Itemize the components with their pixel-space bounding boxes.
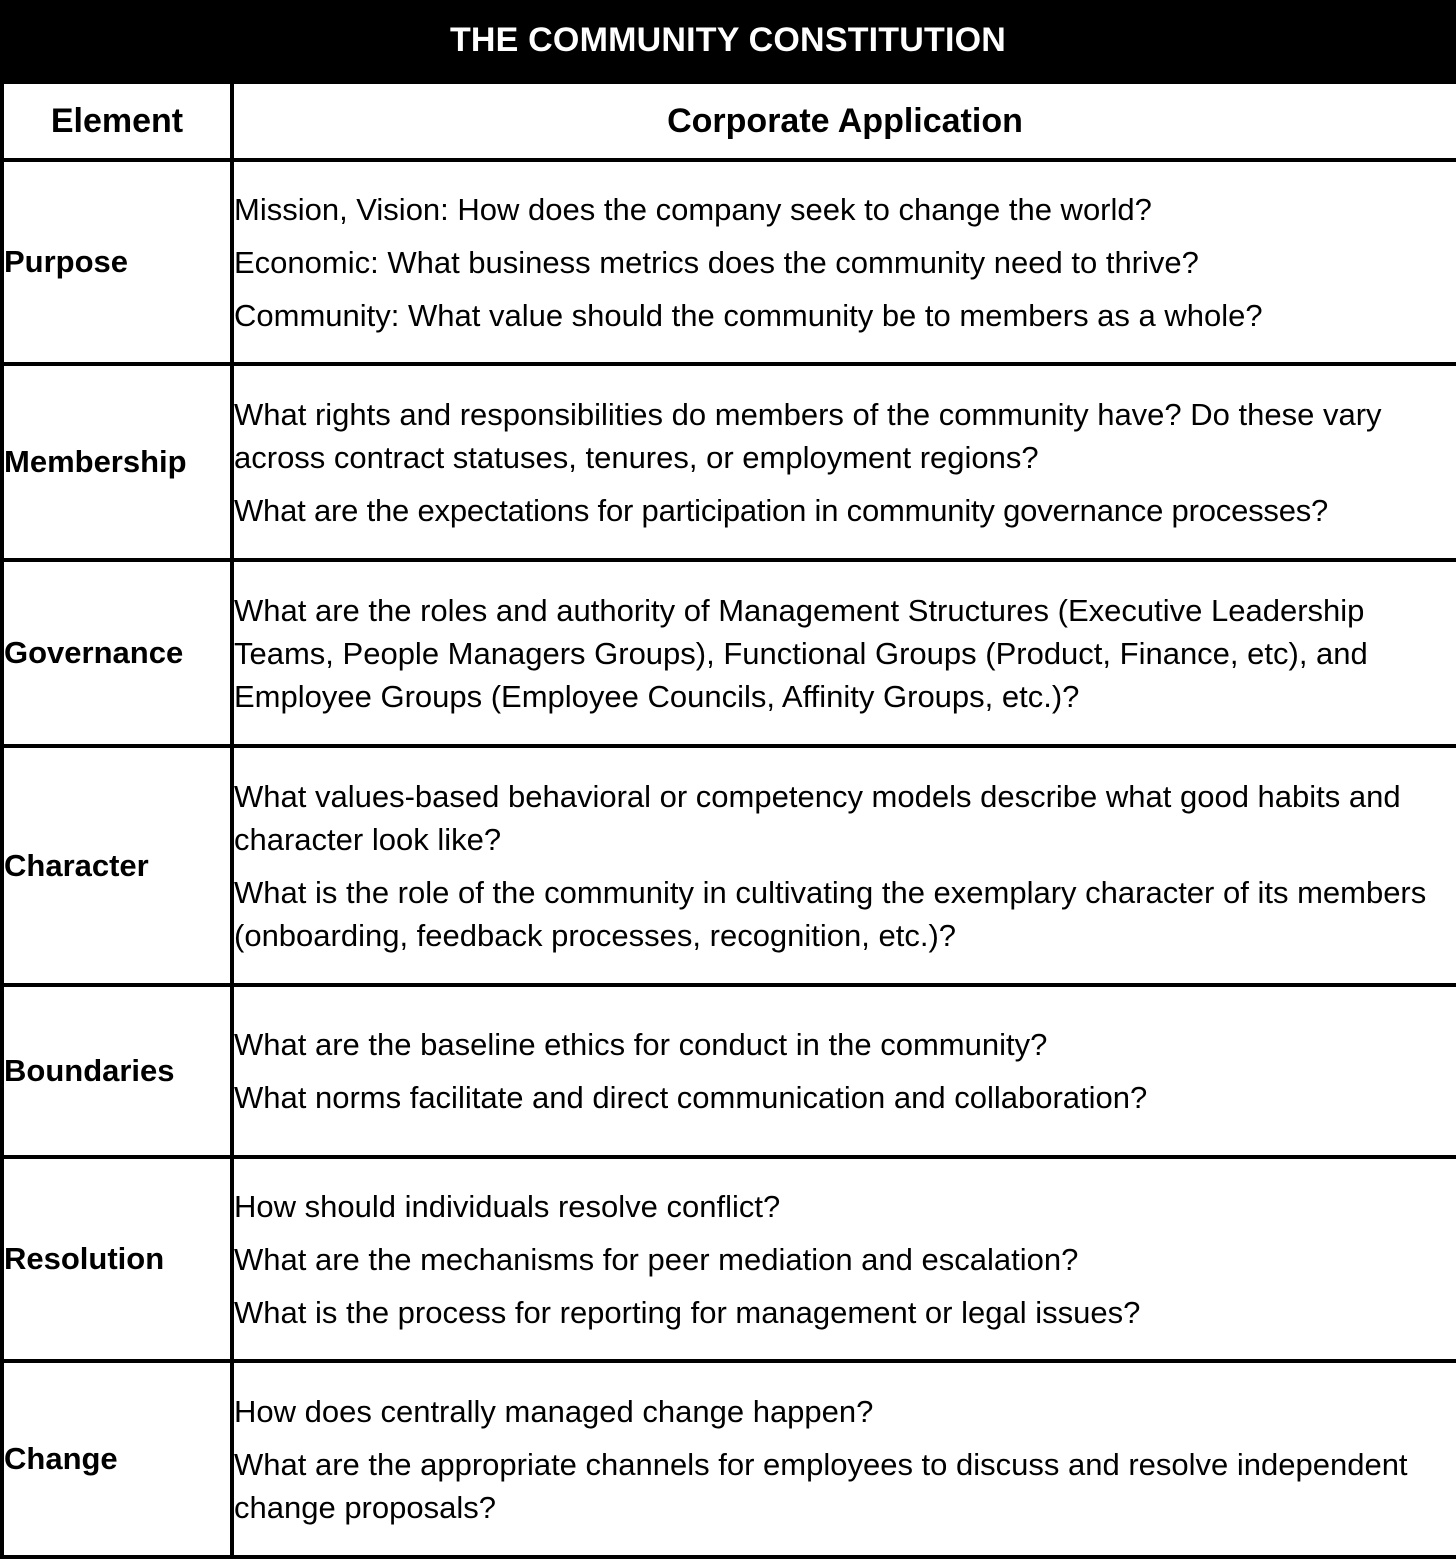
table-row-membership — [2, 364, 1456, 560]
table-row-change — [2, 1361, 1456, 1557]
application-line: What is the role of the community in cultivating the exemplary character of its members (onboarding, feedback processes, recognition, etc.)? — [234, 874, 1427, 953]
element-cell: Purpose — [2, 160, 232, 364]
table-row-resolution — [2, 1157, 1456, 1361]
application-line: Mission, Vision: How does the company seek to change the world? — [234, 191, 1152, 227]
element-cell: Resolution — [2, 1157, 232, 1361]
table-row-governance — [2, 560, 1456, 746]
application-line: What are the roles and authority of Management Structures (Executive Leadership Teams, People Managers Groups), Functional Groups (Product, Finance, etc), and Employee Groups (Employee Councils, Affinity Groups, etc.)? — [234, 592, 1368, 714]
element-cell: Membership — [2, 364, 232, 560]
application-line: What rights and responsibilities do members of the community have? Do these vary across contract statuses, tenures, or employment regions? — [234, 396, 1382, 475]
application-line: What are the expectations for participation in community governance processes? — [234, 492, 1329, 528]
application-line: How does centrally managed change happen? — [234, 1393, 874, 1429]
application-line: Community: What value should the community be to members as a whole? — [234, 297, 1263, 333]
constitution-table — [0, 80, 1456, 1559]
application-line: What is the process for reporting for management or legal issues? — [234, 1294, 1141, 1330]
application-line: What are the appropriate channels for employees to discuss and resolve independent change proposals? — [234, 1446, 1408, 1525]
table-row-character — [2, 746, 1456, 985]
application-cell — [232, 364, 1456, 560]
element-cell: Character — [2, 746, 232, 985]
application-line: What norms facilitate and direct communication and collaboration? — [234, 1080, 1148, 1115]
element-cell: Change — [2, 1361, 232, 1557]
application-line: How should individuals resolve conflict? — [234, 1188, 781, 1224]
application-cell — [232, 1361, 1456, 1557]
application-line: What are the mechanisms for peer mediation and escalation? — [234, 1241, 1079, 1277]
application-cell — [232, 1157, 1456, 1361]
application-cell — [232, 560, 1456, 746]
table-row-purpose — [2, 160, 1456, 364]
table-header-row — [2, 82, 1456, 160]
title-bar — [0, 0, 1456, 82]
application-line: What are the baseline ethics for conduct in the community? — [234, 1027, 1048, 1062]
column-header-application: Corporate Application — [232, 82, 1456, 160]
table-row-boundaries — [2, 985, 1456, 1157]
application-line: Economic: What business metrics does the community need to thrive? — [234, 244, 1199, 280]
element-cell: Boundaries — [2, 985, 232, 1157]
column-header-element: Element — [2, 82, 232, 160]
page-title: THE COMMUNITY CONSTITUTION — [449, 20, 1007, 59]
application-cell — [232, 985, 1456, 1157]
element-cell: Governance — [2, 560, 232, 746]
application-cell — [232, 746, 1456, 985]
application-cell — [232, 160, 1456, 364]
application-line: What values-based behavioral or competency models describe what good habits and character look like? — [234, 778, 1401, 857]
